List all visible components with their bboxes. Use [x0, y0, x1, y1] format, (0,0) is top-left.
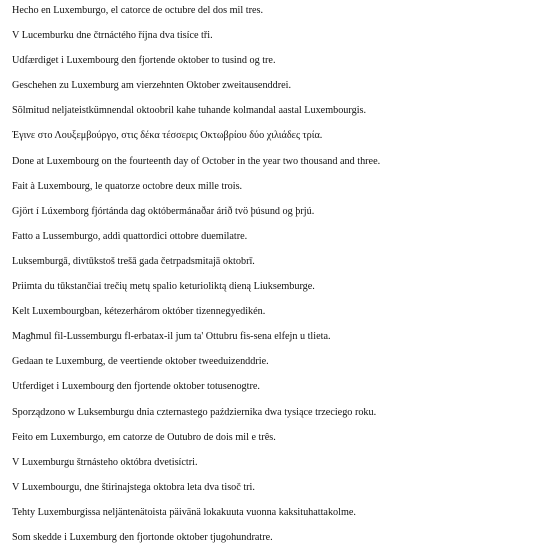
text-line: Geschehen zu Luxemburg am vierzehnten Oktober zweitausenddrei. — [12, 80, 292, 92]
text-line: V Luxembourgu, dne štirinajstega oktobra leta dva tisoč tri. — [12, 481, 255, 493]
text-line: Udfærdiget i Luxembourg den fjortende oktober to tusind og tre. — [12, 55, 276, 67]
text-line: Done at Luxembourg on the fourteenth day of October in the year two thousand and three. — [12, 155, 381, 167]
text-line: Feito em Luxemburgo, em catorze de Outubro de dois mil e três. — [12, 431, 276, 443]
text-line: Gjört í Lúxemborg fjórtánda dag októbermánaðar árið tvö þúsund og þrjú. — [12, 205, 315, 217]
text-line: Priimta du tūkstančiai trečių metų spalio keturioliktą dieną Liuksemburge. — [12, 281, 315, 293]
document-body — [12, 4, 532, 556]
text-line: Tehty Luxemburgissa neljäntenätoista päivänä lokakuuta vuonna kaksituhattakolme. — [12, 506, 356, 518]
text-line: Utferdiget i Luxembourg den fjortende oktober totusenogtre. — [12, 381, 260, 393]
text-line: Kelt Luxembourgban, kétezerhárom október tizennegyedikén. — [12, 306, 266, 318]
text-line: Hecho en Luxemburgo, el catorce de octubre del dos mil tres. — [12, 5, 264, 16]
text-line: Fait à Luxembourg, le quatorze octobre deux mille trois. — [12, 180, 243, 192]
text-line: Gedaan te Luxemburg, de veertiende oktober tweeduizenddrie. — [12, 356, 269, 368]
text-line: Έγινε στο Λουξεμβούργο, στις δέκα τέσσερις Οκτωβρίου δύο χιλιάδες τρία. — [12, 130, 323, 142]
text-line: Som skedde i Luxemburg den fjortonde oktober tjugohundratre. — [12, 531, 273, 543]
text-line: Sõlmitud neljateistkümnendal oktoobril kahe tuhande kolmandal aastal Luxembourgis. — [12, 105, 367, 117]
text-line: Fatto a Lussemburgo, addì quattordici ottobre duemilatre. — [12, 230, 248, 242]
text-line: Magħmul fil-Lussemburgu fl-erbatax-il jum ta' Ottubru fis-sena elfejn u tlieta. — [12, 331, 331, 343]
text-line: V Luxemburgu štrnásteho októbra dvetisíctri. — [12, 456, 198, 468]
text-line: V Lucemburku dne čtrnáctého října dva tisíce tři. — [12, 30, 213, 42]
text-line: Luksemburgā, divtūkstoš trešā gada četrpadsmitajā oktobrī. — [12, 255, 255, 267]
text-line: Sporządzono w Luksemburgu dnia czternastego października dwa tysiące trzeciego roku. — [12, 406, 377, 418]
